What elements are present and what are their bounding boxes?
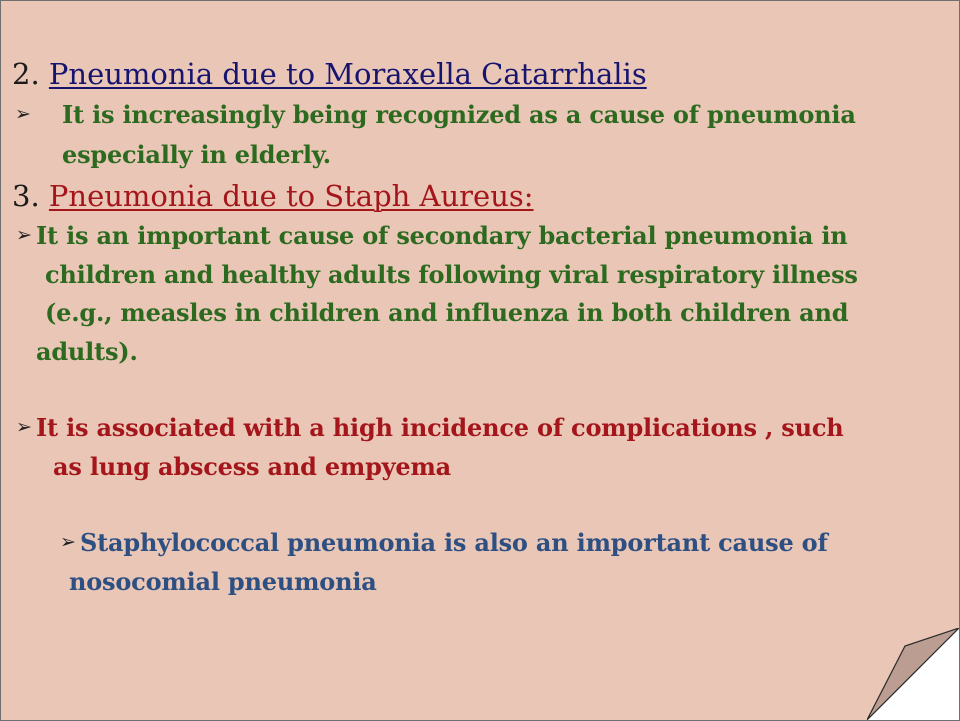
section-2-title: Pneumonia due to Moraxella Catarrhalis (48, 57, 647, 91)
arrow-bullet-icon: ➢ (15, 103, 31, 125)
section-3-number: 3. (12, 179, 40, 213)
section-3-bullet-2-line-1: It is associated with a high incidence of complications , such (36, 413, 844, 442)
section-3-heading (12, 179, 534, 213)
section-2-bullet-line-1: It is increasingly being recognized as a cause of pneumonia (62, 100, 856, 129)
section-3-bullet-2-line-2: as lung abscess and empyema (53, 452, 452, 481)
section-3-bullet-1-line-1: It is an important cause of secondary bacterial pneumonia in (36, 221, 848, 250)
arrow-bullet-icon: ➢ (16, 224, 32, 246)
section-2-heading (12, 57, 647, 91)
section-3-title: Pneumonia due to Staph Aureus: (48, 179, 534, 213)
section-3-bullet-1-line-4: adults). (36, 337, 138, 366)
section-3-bullet-1-line-2: children and healthy adults following viral respiratory illness (45, 260, 858, 289)
section-3-bullet-3-line-2: nosocomial pneumonia (69, 567, 377, 596)
page-curl-icon (867, 628, 959, 720)
section-2-number: 2. (12, 57, 40, 91)
section-3-bullet-3-line-1: Staphylococcal pneumonia is also an important cause of (80, 528, 828, 557)
arrow-bullet-icon: ➢ (60, 531, 76, 553)
section-2-bullet-line-2: especially in elderly. (62, 140, 331, 169)
section-3-bullet-1-line-3: (e.g., measles in children and influenza in both children and (45, 298, 849, 327)
arrow-bullet-icon: ➢ (16, 416, 32, 438)
